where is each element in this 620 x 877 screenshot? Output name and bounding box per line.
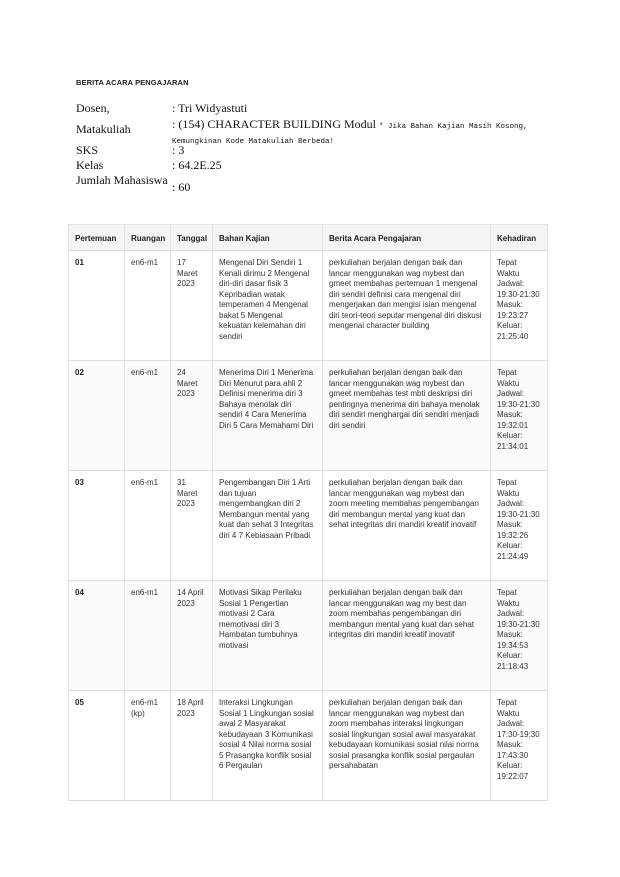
- cell-bahan: Pengembangan Diri 1 Arti dan tujuan mengembangkan diri 2 Membangun mental yang kuat dan sehat 3 Integritas diri 4 7 Kebiasaan Pribadi: [213, 471, 323, 581]
- cell-berita: perkuliahan berjalan dengan baik dan lancar menggunakan wag my best dan zoom membahas pengembangan diri membangun mental yang kuat dan sehat integritas diri mandiri kreatif inovatif: [323, 581, 491, 691]
- info-label: Jumlah Mahasiswa: [76, 173, 168, 187]
- info-block: [76, 101, 556, 203]
- table-row: [69, 471, 548, 581]
- cell-pertemuan: 05: [69, 691, 125, 801]
- info-label: Dosen,: [76, 101, 110, 115]
- cell-bahan: Motivasi Sikap Perilaku Sosial 1 Pengertian motivasi 2 Cara memotivasi diri 3 Hambatan tumbuhnya motivasi: [213, 581, 323, 691]
- cell-berita: perkuliahan berjalan dengan baik dan lancar menggunakan wag mybest dan zoom meeting membahas pengembangan diri membangun mental yang kuat dan sehat integritas diri mandiri kreatif inovatif: [323, 471, 491, 581]
- header-bahan-kajian: Bahan Kajian: [213, 225, 323, 251]
- cell-pertemuan: 02: [69, 361, 125, 471]
- info-label: SKS: [76, 143, 99, 157]
- cell-ruangan: en6-m1: [125, 251, 171, 361]
- course-name: : (154) CHARACTER BUILDING Modul: [172, 117, 376, 131]
- cell-ruangan: en6-m1: [125, 361, 171, 471]
- info-value: : 3: [172, 143, 185, 157]
- cell-bahan: Menerima Diri 1 Menerima Diri Menurut para ahli 2 Definisi menerima diri 3 Bahaya menolak diri sendiri 4 Cara Menerima Diri 5 Cara Memahami Diri: [213, 361, 323, 471]
- cell-tanggal: 31 Maret 2023: [171, 471, 213, 581]
- header-tanggal: Tanggal: [171, 225, 213, 251]
- course-note: * Jika Bahan Kajian Masih Kosong, Kemungkinan Kode Matakuliah Berbeda!: [172, 123, 528, 146]
- cell-berita: perkuliahan berjalan dengan baik dan lancar menggunakan wag mybest dan gmeet membahas pertemuan 1 mengenal diri sendiri definisi cara mengenal diri mengerjakan dan mengisi isian mengenal diri teori-teori seputar mengenal diri diskusi mengenai character building: [323, 251, 491, 361]
- info-value: : 60: [172, 180, 191, 194]
- cell-kehadiran: Tepat Waktu Jadwal: 19:30-21:30 Masuk: 19:23:27 Keluar: 21:25:40: [491, 251, 548, 361]
- info-row-dosen: [76, 101, 556, 117]
- info-value: : Tri Widyastuti: [172, 101, 248, 115]
- cell-kehadiran: Tepat Waktu Jadwal: 19:30-21:30 Masuk: 19:32:01 Keluar: 21:34:01: [491, 361, 548, 471]
- cell-tanggal: 18 April 2023: [171, 691, 213, 801]
- cell-ruangan: en6-m1: [125, 471, 171, 581]
- document-title: BERITA ACARA PENGAJARAN: [76, 78, 189, 87]
- info-row-jumlah: [76, 173, 556, 203]
- info-value: : 64.2E.25: [172, 158, 222, 172]
- cell-pertemuan: 04: [69, 581, 125, 691]
- cell-bahan: Interaksi Lingkungan Sosial 1 Lingkungan sosial awal 2 Masyarakat kebudayaan 3 Komunikasi sosial 4 Nilai norma sosial 5 Prasangka konflik sosial 6 Pergaulan: [213, 691, 323, 801]
- cell-berita: perkuliahan berjalan dengan baik dan lancar menggunakan wag mybest dan zoom membahas interaksi lingkungan sosial lingkungan sosial awal masyarakat kebudayaan komunikasi sosial nilai norma sosial prasangka konflik sosial pergaulan persahabatan: [323, 691, 491, 801]
- attendance-table: [68, 224, 548, 801]
- cell-kehadiran: Tepat Waktu Jadwal: 19:30-21:30 Masuk: 19:32:26 Keluar: 21:24:49: [491, 471, 548, 581]
- cell-kehadiran: Tepat Waktu Jadwal: 17:30-19:30 Masuk: 17:43:30 Keluar: 19:22:07: [491, 691, 548, 801]
- table-row: [69, 251, 548, 361]
- header-ruangan: Ruangan: [125, 225, 171, 251]
- cell-ruangan: en6-m1: [125, 581, 171, 691]
- table-row: [69, 691, 548, 801]
- info-row-matakuliah: [76, 117, 556, 146]
- cell-ruangan: en6-m1 (kp): [125, 691, 171, 801]
- table-row: [69, 361, 548, 471]
- table-header-row: [69, 225, 548, 251]
- cell-tanggal: 14 April 2023: [171, 581, 213, 691]
- info-row-kelas: [76, 158, 556, 173]
- cell-berita: perkuliahan berjalan dengan baik dan lancar menggunakan wag mybest dan gmeet membahas test mbti deskripsi diri pentingnya menerima diri bahaya menolak diri sendiri menghargai diri sendiri menjadi diri sendiri: [323, 361, 491, 471]
- table-row: [69, 581, 548, 691]
- header-berita-acara: Berita Acara Pengajaran: [323, 225, 491, 251]
- cell-tanggal: 24 Maret 2023: [171, 361, 213, 471]
- header-pertemuan: Pertemuan: [69, 225, 125, 251]
- header-kehadiran: Kehadiran: [491, 225, 548, 251]
- info-label: Matakuliah: [76, 122, 131, 136]
- cell-pertemuan: 01: [69, 251, 125, 361]
- cell-kehadiran: Tepat Waktu Jadwal: 19:30-21:30 Masuk: 19:34:53 Keluar: 21:18:43: [491, 581, 548, 691]
- cell-bahan: Mengenal Diri Sendiri 1 Kenali dirimu 2 Mengenal diri-diri dasar fisik 3 Kepribadian watak temperamen 4 Mengenal bakat 5 Mengenal kekuatan kelemahan diri sendiri: [213, 251, 323, 361]
- info-label: Kelas: [76, 158, 104, 172]
- cell-pertemuan: 03: [69, 471, 125, 581]
- info-row-sks: [76, 143, 556, 158]
- cell-tanggal: 17 Maret 2023: [171, 251, 213, 361]
